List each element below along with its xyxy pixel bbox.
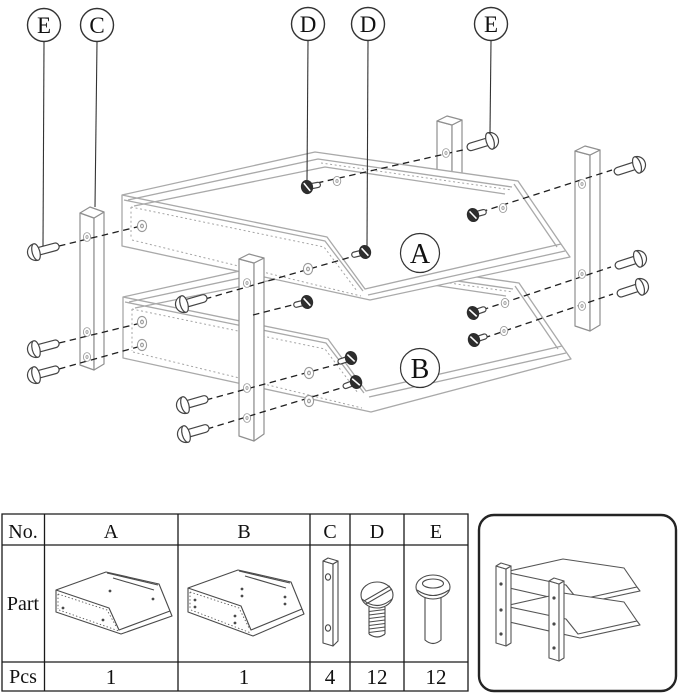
col-header-b: B <box>237 521 251 543</box>
exploded-diagram <box>26 8 651 445</box>
pcs-e: 12 <box>425 665 447 689</box>
callout-label: E <box>483 12 499 37</box>
part-e-thumbnail <box>416 575 450 644</box>
callout-label: C <box>89 13 105 38</box>
pcs-a: 1 <box>105 665 117 689</box>
part-c-thumbnail <box>323 558 338 646</box>
assembled-product-illustration <box>496 559 640 661</box>
pcs-b: 1 <box>238 665 250 689</box>
col-header-e: E <box>429 521 443 543</box>
tray-b-label <box>401 349 440 388</box>
svg-text:B: B <box>410 354 430 385</box>
part-d-thumbnail <box>361 582 393 637</box>
assembled-view-box <box>479 515 676 691</box>
pcs-c: 4 <box>324 665 336 689</box>
part-b-thumbnail <box>188 570 304 636</box>
callout-d-1 <box>292 8 325 41</box>
svg-text:A: A <box>409 239 431 270</box>
row-label-part: Part <box>6 593 40 615</box>
callout-e-left <box>28 9 61 42</box>
callout-label: D <box>299 12 317 37</box>
tray-a <box>122 152 570 300</box>
col-header-d: D <box>369 521 385 543</box>
col-header-no: No. <box>8 521 38 543</box>
col-header-c: C <box>323 521 337 543</box>
row-label-pcs: Pcs <box>9 666 37 688</box>
parts-table <box>2 514 468 691</box>
callout-label: E <box>36 13 52 38</box>
callout-e-right <box>475 8 508 41</box>
part-a-thumbnail <box>56 572 172 634</box>
callout-d-2 <box>352 8 385 41</box>
callout-c <box>81 9 114 42</box>
rail-left <box>80 207 104 370</box>
pcs-d: 12 <box>366 665 388 689</box>
tray-a-label <box>401 234 440 273</box>
col-header-a: A <box>103 521 119 543</box>
callout-label: D <box>359 12 377 37</box>
